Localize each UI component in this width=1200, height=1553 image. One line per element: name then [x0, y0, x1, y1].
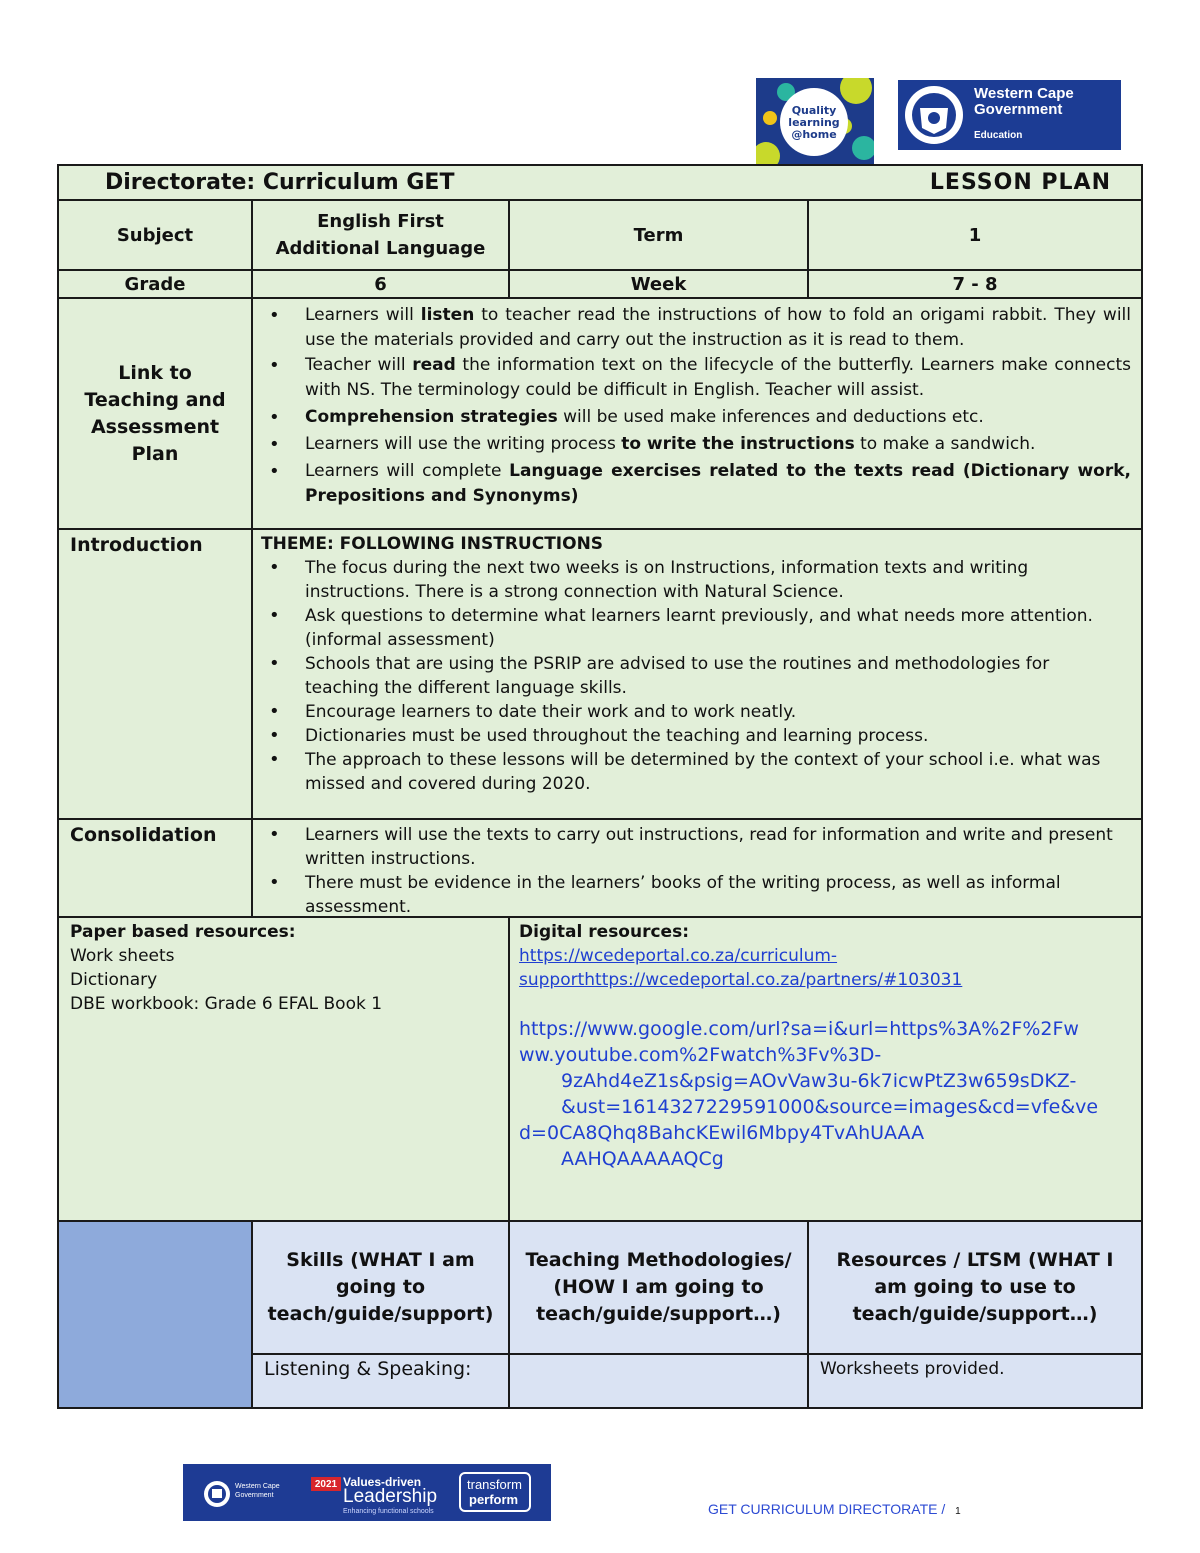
banner-wcg: Western Cape Government — [235, 1483, 280, 1499]
paper-resource-item: DBE workbook: Grade 6 EFAL Book 1 — [70, 994, 383, 1014]
footer-text — [708, 1501, 961, 1517]
link-item: • Learners will listen to teacher read the instructions of how to fold an origami rabbit. They will use the materials provided and carry out the instruction as it is read to them. — [305, 303, 1131, 353]
subject-value: English First Additional Language — [251, 199, 510, 271]
week-value: 7 - 8 — [807, 269, 1143, 299]
week-label: Week — [508, 269, 809, 299]
link-item: • Teacher will read the information text on the lifecycle of the butterfly. Learners make connects with NS. The terminology could be difficult in English. Teacher will assist. — [305, 353, 1131, 403]
link-item: • Comprehension strategies will be used make inferences and deductions etc. — [305, 405, 1131, 430]
consolidation-content — [251, 818, 1143, 918]
introduction-item: • The focus during the next two weeks is on Instructions, information texts and writing instructions. There is a strong connection with Natural Science. — [305, 556, 1101, 604]
banner-title-2: Leadership — [343, 1486, 438, 1507]
lesson-plan-title: LESSON PLAN — [929, 170, 1111, 195]
term-value: 1 — [807, 199, 1143, 271]
grade-value: 6 — [251, 269, 510, 299]
ltsm-header: Resources / LTSM (WHAT I am going to use to teach/guide/support…) — [807, 1220, 1143, 1355]
wcg-logo — [898, 80, 1121, 150]
consolidation-item: • Learners will use the texts to carry out instructions, read for information and write and present written instructions. — [305, 823, 1125, 871]
blue-side-cell — [57, 1220, 253, 1409]
consolidation-item: • There must be evidence in the learners’ books of the writing process, as well as informal assessment. — [305, 871, 1125, 918]
digital-resources-title: Digital resources: — [519, 922, 689, 942]
banner-crest-icon — [203, 1480, 231, 1508]
digital-resources — [508, 916, 1143, 1222]
introduction-item: • Schools that are using the PSRIP are advised to use the routines and methodologies for teaching the different language skills. — [305, 652, 1101, 700]
directorate-title: Directorate: Curriculum GET — [105, 170, 455, 195]
paper-resource-item: Work sheets — [70, 946, 175, 966]
tp-line-2: perform — [469, 1492, 519, 1507]
digital-link-2[interactable]: https://www.google.com/url?sa=i&url=https%3A%2F%2Fw ww.youtube.com%2Fwatch%3Fv%3D- 9zAhd4eZ1s&psig=AOvVaw3u-6k7icwPtZ3w659sDKZ- &ust=1614327229591000&source=images&cd=vfe&ve d=0CA8Qhq8BahcKEwil6Mbpy4TvAhUAAA AAHQAAAAAQCg — [519, 1018, 1099, 1170]
consolidation-list — [261, 823, 1125, 918]
introduction-label: Introduction — [57, 528, 253, 820]
quality-learning-logo — [756, 78, 874, 164]
tp-line-1: transform — [467, 1477, 522, 1492]
link-label: Link to Teaching and Assessment Plan — [57, 297, 253, 530]
leadership-banner — [183, 1464, 551, 1521]
paper-resource-item: Dictionary — [70, 970, 158, 990]
grade-label: Grade — [57, 269, 253, 299]
skill-cell: Listening & Speaking: — [251, 1353, 510, 1409]
introduction-item: • Dictionaries must be used throughout the teaching and learning process. — [305, 724, 1101, 748]
methods-header: Teaching Methodologies/ (HOW I am going to teach/guide/support…) — [508, 1220, 809, 1355]
paper-resources-title: Paper based resources: — [70, 922, 296, 942]
footer-page-number: 1 — [955, 1506, 961, 1517]
paper-resources — [57, 916, 510, 1222]
wcg-dept: Education — [974, 130, 1023, 141]
consolidation-label: Consolidation — [57, 818, 253, 918]
quality-learning-logo-text: Quality learning @home — [788, 104, 840, 141]
coat-of-arms-icon — [902, 84, 966, 146]
skills-header: Skills (WHAT I am going to teach/guide/support) — [251, 1220, 510, 1355]
introduction-list — [261, 556, 1101, 796]
link-content — [251, 297, 1143, 530]
banner-year: 2021 — [311, 1477, 341, 1491]
banner-title-1: Values-driven — [343, 1475, 422, 1489]
introduction-item: • Encourage learners to date their work and to work neatly. — [305, 700, 1101, 724]
ltsm-cell: Worksheets provided. — [807, 1353, 1143, 1409]
digital-link-1[interactable]: https://wcedeportal.co.za/curriculum- supporthttps://wcedeportal.co.za/partners/#103031 — [519, 946, 963, 990]
banner-subtitle: Enhancing functional schools — [343, 1508, 434, 1515]
introduction-item: • Ask questions to determine what learners learnt previously, and what needs more attention. (informal assessment) — [305, 604, 1101, 652]
footer-directorate: GET CURRICULUM DIRECTORATE / — [708, 1501, 946, 1517]
introduction-item: • The approach to these lessons will be determined by the context of your school i.e. what was missed and covered during 2020. — [305, 748, 1101, 796]
introduction-theme: THEME: FOLLOWING INSTRUCTIONS — [261, 534, 604, 554]
method-cell — [508, 1353, 809, 1409]
transform-perform-logo — [459, 1472, 531, 1512]
header-row — [57, 164, 1143, 201]
introduction-content — [251, 528, 1143, 820]
wcg-name: Western Cape Government — [974, 85, 1074, 118]
subject-label: Subject — [57, 199, 253, 271]
link-item: • Learners will complete Language exercises related to the texts read (Dictionary work, Prepositions and Synonyms) — [305, 459, 1131, 509]
link-item: • Learners will use the writing process to write the instructions to make a sandwich. — [305, 432, 1131, 457]
link-list — [261, 303, 1131, 509]
term-label: Term — [508, 199, 809, 271]
